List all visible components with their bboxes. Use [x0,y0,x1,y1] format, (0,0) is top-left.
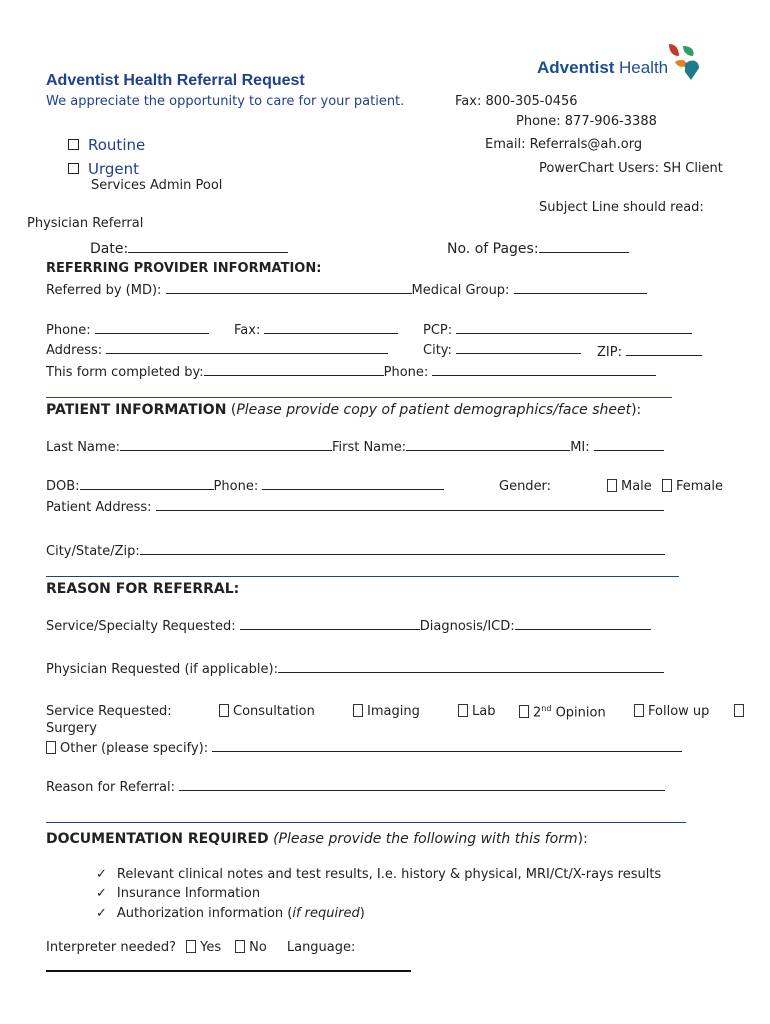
doc-item-italic: if required [292,906,360,921]
patient-address-label: Patient Address: [46,500,156,515]
consultation-option[interactable] [219,704,315,719]
email-address: Email: Referrals@ah.org [485,137,643,152]
documentation-heading-close: ): [577,831,588,847]
subject-line-note: Subject Line should read: [539,200,704,215]
patient-info-heading [46,402,641,418]
interpreter-row[interactable] [46,940,355,955]
provider-fax-field[interactable] [234,321,398,338]
documentation-heading-title: DOCUMENTATION REQUIRED [46,831,269,847]
urgent-checkbox[interactable] [68,163,79,174]
patient-phone-input[interactable] [262,477,444,490]
provider-fax-input[interactable] [264,321,398,334]
diagnosis-input[interactable] [515,617,651,630]
language-label: Language: [286,940,356,955]
referred-by-input[interactable] [166,281,412,294]
other-label: Other (please specify): [60,741,213,756]
logo-leaf-icon [661,40,705,84]
other-checkbox[interactable] [46,741,56,754]
provider-zip-input[interactable] [626,343,702,356]
urgent-label: Urgent [88,160,140,178]
surgery-checkbox-wrap[interactable] [734,704,748,719]
section-divider [46,576,679,577]
mi-input[interactable] [594,438,664,451]
service-requested-label: Service Requested: [46,704,172,719]
gender-label: Gender: [499,479,552,494]
second-opinion-sup: nd [541,704,552,713]
routine-checkbox[interactable] [68,139,79,150]
lab-label: Lab [472,704,496,719]
pcp-label: PCP: [423,323,457,338]
adventist-health-logo [537,40,707,84]
last-name-label: Last Name: [46,440,120,455]
gender-options[interactable] [607,479,723,494]
second-opinion-label: Opinion [551,705,606,721]
female-label: Female [675,479,723,494]
section-divider [46,397,672,398]
services-admin-pool: Services Admin Pool [91,178,223,193]
follow-up-option[interactable] [634,704,709,719]
pages-label: No. of Pages: [447,241,539,257]
provider-address-input[interactable] [106,341,388,354]
interpreter-yes-label: Yes [200,940,222,955]
interpreter-question: Interpreter needed? [46,940,181,955]
completed-by-phone-label: Phone: [383,365,433,380]
patient-heading-note: Please provide copy of patient demographics/face sheet [236,402,632,418]
date-label: Date: [90,241,129,257]
surgery-label: Surgery [46,721,97,736]
city-state-zip-label: City/State/Zip: [46,544,140,559]
provider-city-label: City: [423,343,457,358]
provider-phone-field[interactable] [46,321,209,338]
reason-for-referral-label: Reason for Referral: [46,780,180,795]
date-field[interactable] [90,240,288,257]
diagnosis-label: Diagnosis/ICD: [419,619,515,634]
provider-phone-label: Phone: [46,323,95,338]
checkmark-icon: ✓ [96,867,107,882]
patient-phone-label: Phone: [213,479,263,494]
imaging-checkbox[interactable] [353,704,363,717]
city-state-zip-field[interactable] [46,542,665,559]
form-subtitle: We appreciate the opportunity to care for your patient. [46,94,405,109]
surgery-checkbox[interactable] [734,704,744,717]
patient-heading-title: PATIENT INFORMATION [46,402,227,418]
checkmark-icon: ✓ [96,906,107,921]
powerchart-note: PowerChart Users: SH Client [539,161,723,176]
pcp-field[interactable] [423,321,692,338]
medical-group-label: Medical Group: [411,283,514,298]
follow-up-checkbox[interactable] [634,704,644,717]
reason-for-referral-input[interactable] [179,778,665,791]
imaging-label: Imaging [367,704,420,719]
doc-item-text: Insurance Information [116,886,261,901]
interpreter-no-checkbox[interactable] [235,940,245,953]
routine-option[interactable] [68,136,145,154]
dob-phone-row[interactable] [46,477,444,494]
referring-provider-heading: REFERRING PROVIDER INFORMATION: [46,261,322,276]
patient-address-input[interactable] [156,498,664,511]
provider-city-field[interactable] [423,341,581,358]
completed-by-field[interactable] [46,363,656,380]
doc-item-close: ) [359,906,365,921]
completed-by-phone-input[interactable] [432,363,656,376]
logo-word-health: Health [619,58,669,77]
physician-requested-label: Physician Requested (if applicable): [46,662,278,677]
physician-requested-input[interactable] [278,660,664,673]
logo-word-adventist: Adventist [537,58,615,77]
follow-up-label: Follow up [648,704,710,719]
second-opinion-option[interactable] [519,704,606,720]
completed-by-label: This form completed by: [46,365,204,380]
doc-item [96,886,260,901]
last-name-input[interactable] [120,438,332,451]
provider-address-label: Address: [46,343,107,358]
provider-fax-label: Fax: [234,323,265,338]
city-state-zip-input[interactable] [140,542,665,555]
phone-number: Phone: 877-906-3388 [516,114,657,129]
lab-option[interactable] [458,704,495,719]
reason-heading: REASON FOR REFERRAL: [46,581,240,597]
completed-by-input[interactable] [204,363,384,376]
consultation-label: Consultation [233,704,315,719]
other-option[interactable] [46,739,682,756]
pages-input-line[interactable] [539,240,629,253]
physician-requested-field[interactable] [46,660,664,677]
physician-referral-label: Physician Referral [27,216,144,231]
doc-item [96,906,365,921]
consultation-checkbox[interactable] [219,704,229,717]
provider-phone-input[interactable] [95,321,209,334]
female-checkbox[interactable] [662,479,672,492]
documentation-heading-note: (Please provide the following with this form [273,831,578,847]
second-opinion-checkbox[interactable] [519,705,529,718]
doc-item-text: Authorization information ( [116,906,293,921]
patient-heading-open: ( [226,402,237,418]
interpreter-yes-checkbox[interactable] [186,940,196,953]
form-title: Adventist Health Referral Request [46,72,305,89]
male-checkbox[interactable] [607,479,617,492]
doc-item [96,867,661,882]
urgent-option[interactable] [68,160,139,178]
referred-by-label: Referred by (MD): [46,283,166,298]
second-opinion-number: 2 [533,705,542,721]
checkmark-icon: ✓ [96,886,107,901]
service-specialty-input[interactable] [240,617,420,630]
provider-zip-label: ZIP: [597,345,627,360]
patient-name-row[interactable] [46,438,664,455]
first-name-input[interactable] [406,438,570,451]
provider-city-input[interactable] [456,341,581,354]
imaging-option[interactable] [353,704,420,719]
first-name-label: First Name: [331,440,407,455]
interpreter-no-label: No [249,940,267,955]
language-input-line[interactable] [46,970,411,972]
provider-address-field[interactable] [46,341,388,358]
service-specialty-row[interactable] [46,617,651,634]
patient-address-field[interactable] [46,498,664,515]
other-input[interactable] [212,739,682,752]
mi-label: MI: [570,440,594,455]
dob-input[interactable] [80,477,214,490]
service-specialty-label: Service/Specialty Requested: [46,619,240,634]
pcp-input[interactable] [456,321,692,334]
reason-for-referral-field[interactable] [46,778,665,795]
documentation-heading [46,831,588,847]
patient-heading-close: ): [631,402,642,418]
date-input-line[interactable] [128,240,288,253]
section-divider [46,822,686,823]
male-label: Male [621,479,652,494]
dob-label: DOB: [46,479,80,494]
medical-group-input[interactable] [514,281,647,294]
referred-by-field[interactable] [46,281,647,298]
provider-zip-field[interactable] [597,343,702,360]
pages-field[interactable] [447,240,629,257]
doc-item-text: Relevant clinical notes and test results, I.e. history & physical, MRI/Ct/X-rays results [116,867,662,882]
fax-number: Fax: 800-305-0456 [455,94,578,109]
routine-label: Routine [88,136,146,154]
lab-checkbox[interactable] [458,704,468,717]
